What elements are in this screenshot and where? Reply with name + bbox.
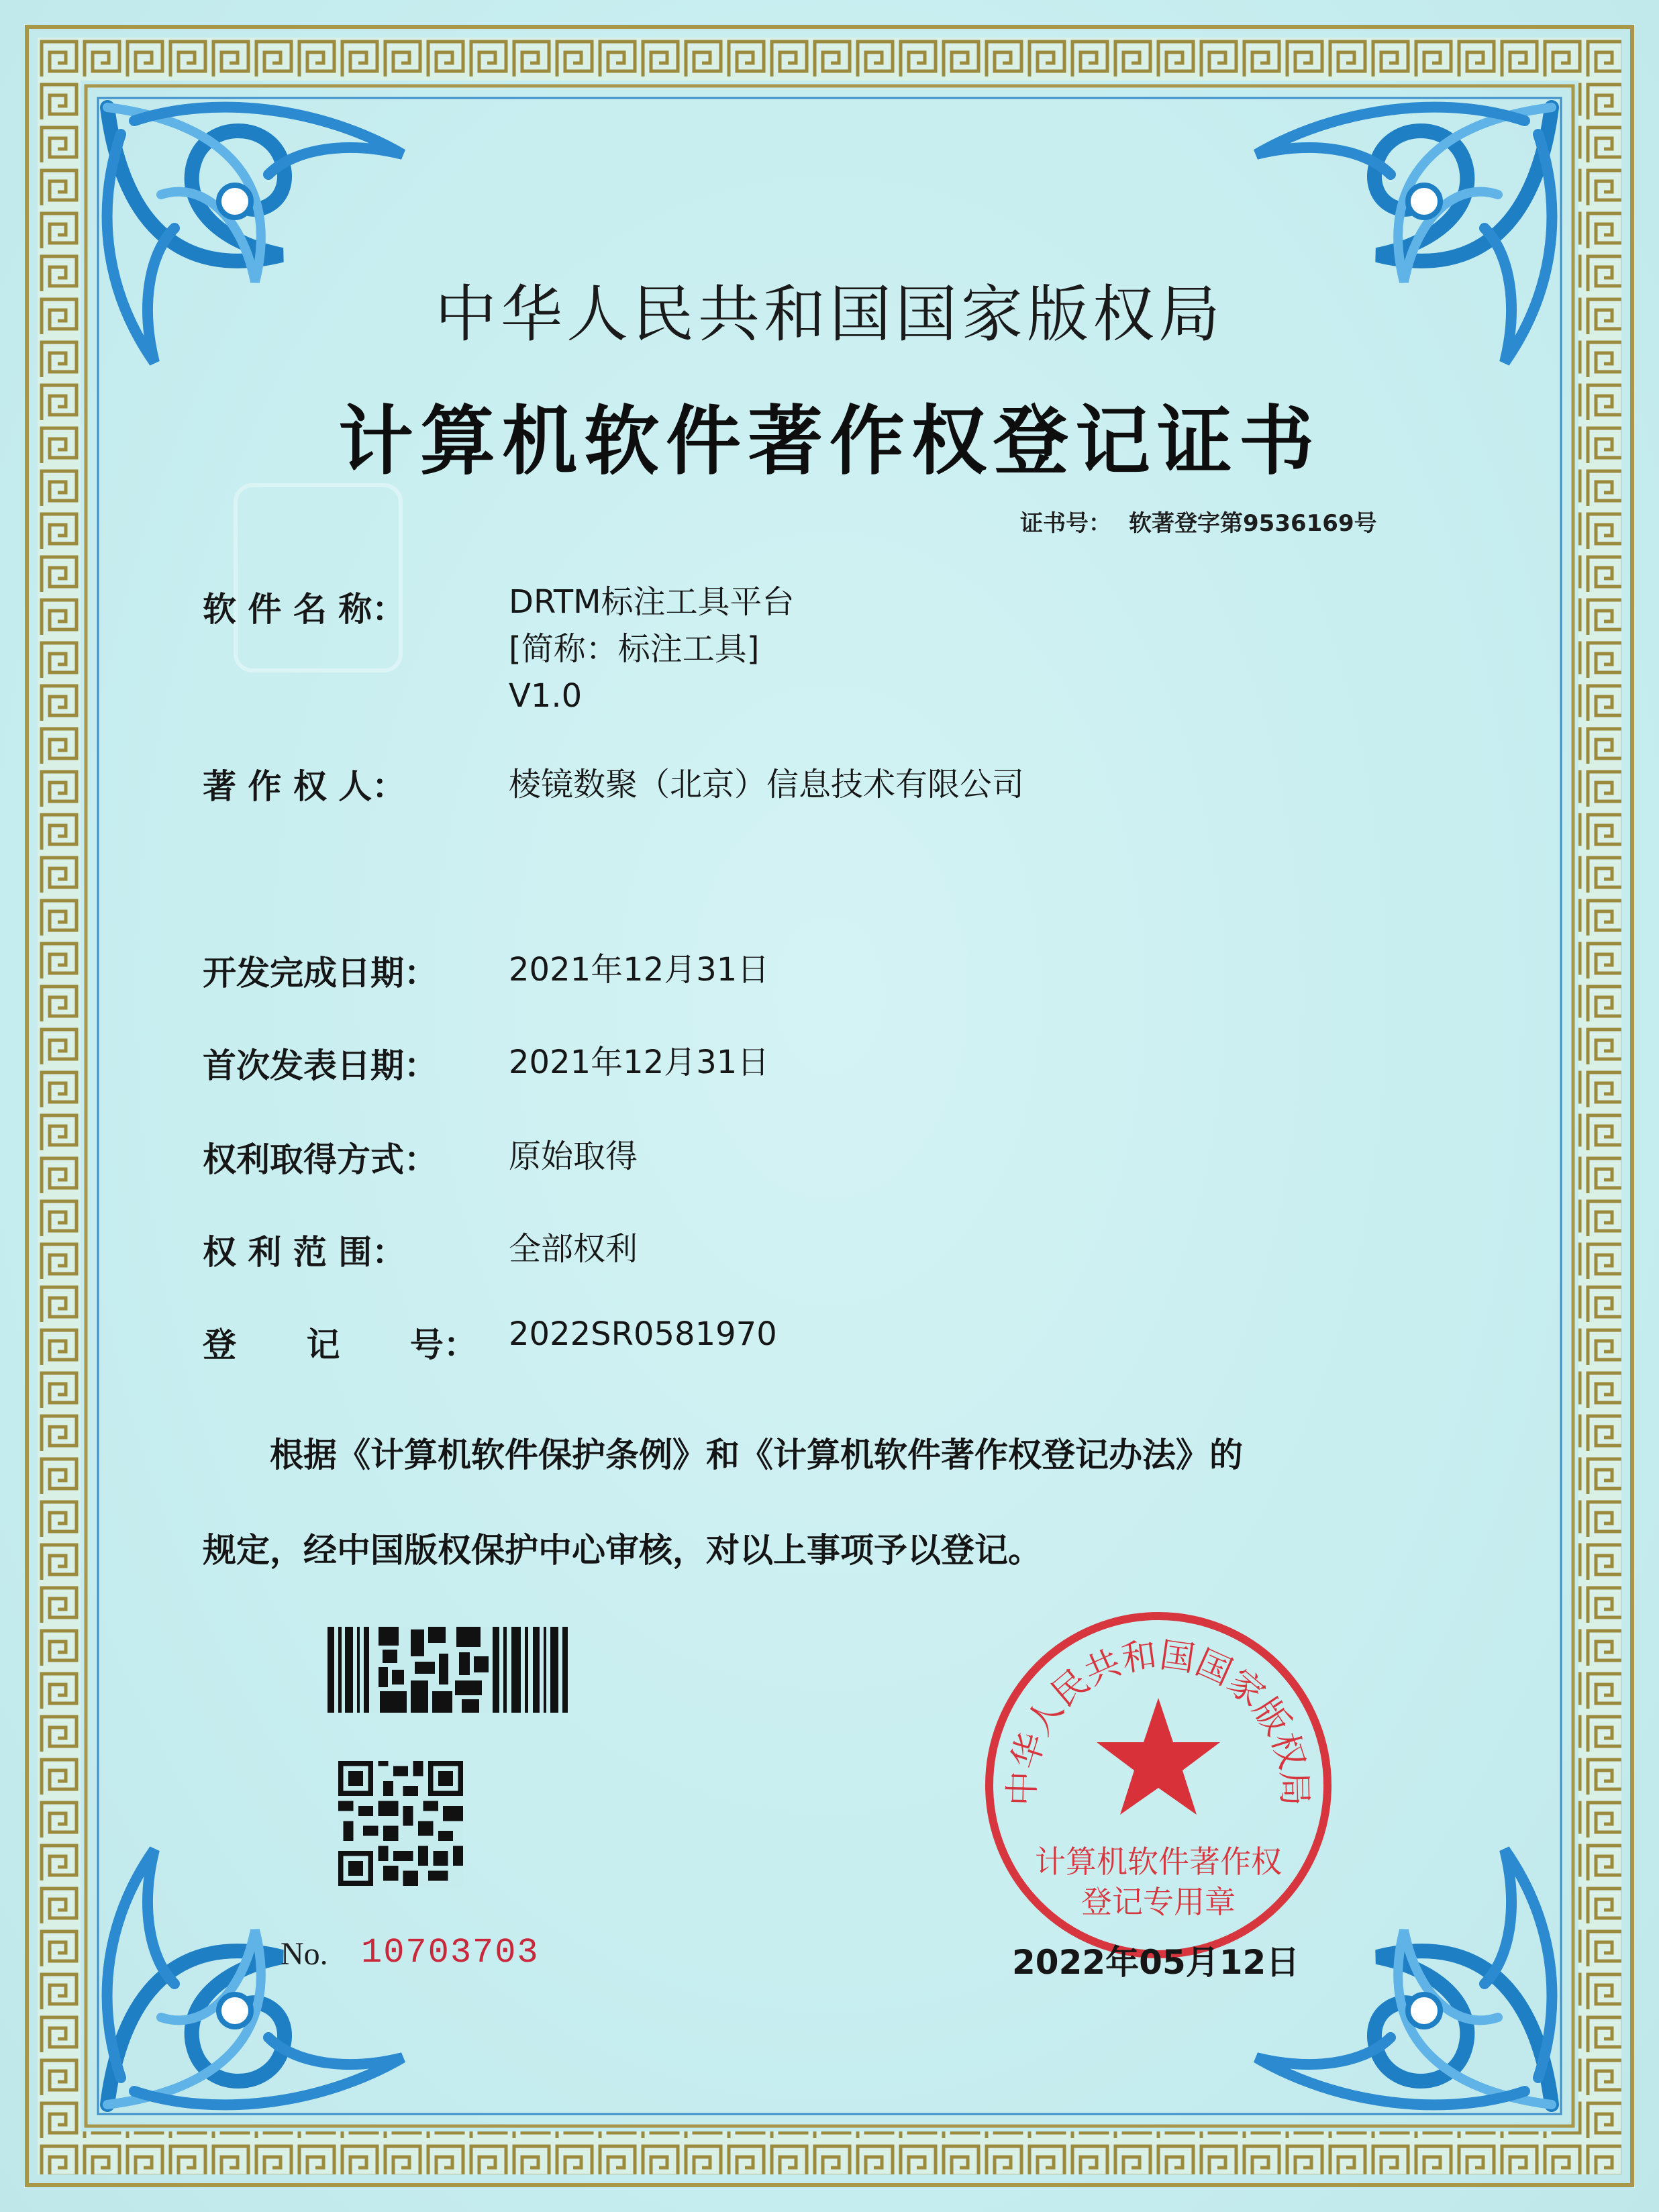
legal-statement-line-1: 根据《计算机软件保护条例》和《计算机软件著作权登记办法》的: [203, 1436, 1243, 1474]
serial-number-label: No.: [281, 1936, 328, 1972]
development-date-value: 2021年12月31日: [509, 951, 770, 989]
serial-number-value: 10703703: [361, 1933, 540, 1972]
software-name-label: 软 件 名 称：: [203, 590, 406, 629]
watermark-emblem: [234, 483, 403, 672]
official-seal: [977, 1604, 1340, 1966]
seal-ring-text: 中华人民共和国国家版权局: [1002, 1635, 1315, 1807]
certificate-title: 计算机软件著作权登记证书: [338, 398, 1321, 485]
copyright-owner-value: 棱镜数聚（北京）信息技术有限公司: [509, 766, 1025, 803]
first-publish-date-label: 首次发表日期：: [203, 1046, 438, 1085]
registration-number-label: 登 记 号：: [203, 1325, 477, 1364]
qr-code-icon: [338, 1761, 463, 1886]
software-name-value: [509, 579, 795, 719]
development-date-label: 开发完成日期：: [203, 954, 438, 993]
rights-scope-label: 权 利 范 围：: [203, 1233, 406, 1272]
issue-date: 2022年05月12日: [1012, 1943, 1300, 1982]
software-name-line: DRTM标注工具平台: [509, 583, 795, 621]
rights-acquisition-label: 权利取得方式：: [203, 1140, 438, 1179]
copyright-owner-label: 著 作 权 人：: [203, 767, 406, 806]
legal-statement-line-2: 规定，经中国版权保护中心审核，对以上事项予以登记。: [203, 1531, 1042, 1570]
certificate-number: [1020, 505, 1377, 538]
seal-star-icon: [1097, 1698, 1220, 1815]
rights-acquisition-value: 原始取得: [509, 1138, 638, 1175]
issuer-heading: 中华人民共和国国家版权局: [434, 279, 1224, 350]
certificate-number-label: 证书号：: [1020, 510, 1111, 537]
rights-scope-value: 全部权利: [509, 1230, 638, 1268]
seal-center-line-2: 登记专用章: [1081, 1884, 1236, 1920]
certificate-number-value: 软著登字第9536169号: [1129, 510, 1377, 537]
first-publish-date-value: 2021年12月31日: [509, 1044, 770, 1081]
software-short-name-line: [简称：标注工具]: [509, 630, 760, 668]
registration-number-value: 2022SR0581970: [509, 1315, 777, 1353]
software-version-line: V1.0: [509, 677, 583, 715]
seal-center-line-1: 计算机软件著作权: [1035, 1844, 1282, 1880]
barcode-icon: [328, 1627, 568, 1713]
